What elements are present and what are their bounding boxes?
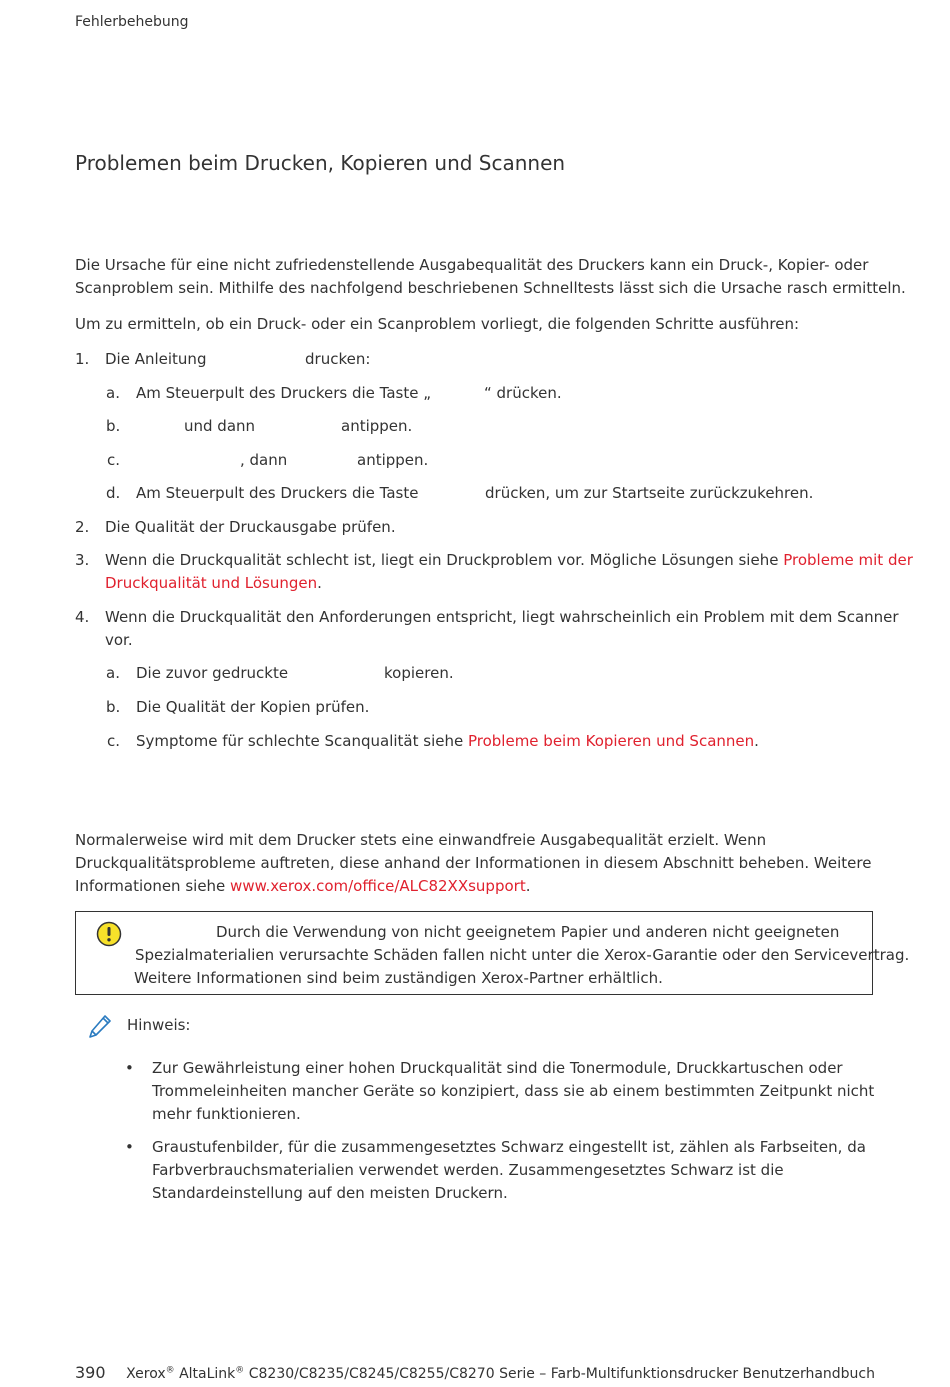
step-1c-text-b: antippen. [357, 451, 429, 469]
copy-scan-problems-link[interactable]: Probleme beim Kopieren und Scannen [467, 732, 755, 750]
footer-reg-2: ® [235, 1365, 245, 1376]
print-quality-link-part-2[interactable]: Druckqualität und Lösungen [105, 574, 318, 592]
step-1a-text-a: Am Steuerpult des Druckers die Taste „ [136, 384, 431, 402]
page-number: 390 [75, 1363, 106, 1382]
step-4c-text: Symptome für schlechte Scanqualität siehe [136, 732, 468, 750]
step-1 [75, 348, 89, 371]
quality-line-2: Druckqualitätsprobleme auftreten, diese anhand der Informationen in diesem Abschnitt beheben. Weitere [75, 854, 872, 872]
step-4c-end: . [754, 732, 759, 750]
step-1-text-b: drucken: [305, 350, 371, 368]
step-1c-text-a: , dann [240, 451, 288, 469]
step-4-line-2: vor. [105, 631, 133, 649]
footer-product: AltaLink [174, 1366, 236, 1382]
footer-title [126, 1366, 875, 1382]
step-1c-number: c. [107, 451, 121, 469]
note-bullet-2 [152, 1136, 866, 1205]
quality-line-1: Normalerweise wird mit dem Drucker stets eine einwandfreie Ausgabequalität erzielt. Wenn [75, 831, 767, 849]
step-4a-text-b: kopieren. [384, 664, 454, 682]
running-header: Fehlerbehebung [75, 14, 189, 30]
step-4-number: 4. [75, 608, 90, 626]
warning-box [75, 911, 910, 995]
step-1b-text-b: antippen. [341, 417, 413, 435]
note-label: Hinweis: [127, 1016, 191, 1034]
step-1a-number: a. [106, 384, 120, 402]
intro-line-3: Um zu ermitteln, ob ein Druck- oder ein Scanproblem vorliegt, die folgenden Schritte ausführen: [75, 315, 800, 333]
intro-line-2: Scanproblem sein. Mithilfe des nachfolgend beschriebenen Schnelltests lässt sich die Ursache rasch ermitteln. [75, 279, 906, 297]
warning-line-3: Weitere Informationen sind beim zuständigen Xerox-Partner erhältlich. [134, 969, 663, 987]
step-1b-text-a: und dann [184, 417, 256, 435]
step-2-text: Die Qualität der Druckausgabe prüfen. [105, 518, 396, 536]
bullet-1-line-2: Trommeleinheiten mancher Geräte so konzipiert, dass sie ab einem bestimmten Zeitpunkt nicht [152, 1082, 875, 1100]
step-4b-number: b. [106, 698, 121, 716]
step-4a-text-a: Die zuvor gedruckte [136, 664, 289, 682]
bullet-marker: • [125, 1059, 134, 1077]
quality-line-3-end: . [525, 877, 531, 895]
step-3-number: 3. [75, 551, 90, 569]
footer-brand: Xerox [126, 1366, 166, 1382]
section-title: Problemen beim Drucken, Kopieren und Scannen [75, 151, 566, 175]
step-3-line-1 [105, 549, 913, 572]
intro-line-1: Die Ursache für eine nicht zufriedenstellende Ausgabequalität des Druckers kann ein Druck-, Kopier- oder [75, 256, 869, 274]
step-1d-text-b: drücken, um zur Startseite zurückzukehren. [485, 484, 814, 502]
quality-line-3-text: Informationen siehe [75, 877, 231, 895]
step-4c-line [136, 730, 759, 753]
step-number: 1. [75, 350, 90, 368]
step-4b-text: Die Qualität der Kopien prüfen. [136, 698, 370, 716]
step-2-number: 2. [75, 518, 90, 536]
step-1d-number: d. [106, 484, 121, 502]
xerox-support-link[interactable]: www.xerox.com/office/ALC82XXsupport [230, 877, 526, 895]
print-quality-link-part-1[interactable]: Probleme mit der [783, 551, 913, 569]
warning-line-2: Spezialmaterialien verursachte Schäden fallen nicht unter die Xerox-Garantie oder den Servicevertrag. [135, 946, 910, 964]
step-3-end: . [317, 574, 322, 592]
pencil-note-icon [87, 1013, 113, 1041]
step-1-text-a: Die Anleitung [105, 350, 207, 368]
footer-reg-1: ® [165, 1365, 175, 1376]
step-3-text: Wenn die Druckqualität schlecht ist, liegt ein Druckproblem vor. Mögliche Lösungen siehe [105, 551, 784, 569]
step-1a-text-b: “ drücken. [484, 384, 562, 402]
step-4a-number: a. [106, 664, 120, 682]
step-4c-number: c. [107, 732, 121, 750]
bullet-2-line-2: Farbverbrauchsmaterialien verwendet werden. Zusammengesetztes Schwarz ist die [152, 1161, 784, 1179]
bullet-2-line-1: Graustufenbilder, für die zusammengesetztes Schwarz eingestellt ist, zählen als Farbseiten, da [152, 1138, 866, 1156]
bullet-1-line-3: mehr funktionieren. [152, 1105, 301, 1123]
note-bullet-1 [152, 1057, 874, 1126]
step-1b-number: b. [106, 417, 121, 435]
quality-line-3 [75, 875, 871, 898]
warning-icon [96, 921, 122, 947]
warning-line-1: Durch die Verwendung von nicht geeignetem Papier und anderen nicht geeigneten [216, 923, 840, 941]
step-3-line-2 [105, 572, 322, 595]
step-1d-text-a: Am Steuerpult des Druckers die Taste [136, 484, 419, 502]
footer-product-rest: C8230/C8235/C8245/C8255/C8270 Serie – Farb-Multifunktionsdrucker Benutzerhandbuch [244, 1366, 875, 1382]
intro-paragraph [75, 254, 906, 300]
bullet-2-line-3: Standardeinstellung auf den meisten Druckern. [152, 1184, 508, 1202]
bullet-1-line-1: Zur Gewährleistung einer hohen Druckqualität sind die Tonermodule, Druckkartuschen oder [152, 1059, 843, 1077]
step-4-line-1: Wenn die Druckqualität den Anforderungen entspricht, liegt wahrscheinlich ein Problem mit dem Scanner [105, 608, 899, 626]
bullet-marker: • [125, 1138, 134, 1156]
quality-paragraph [75, 829, 871, 898]
